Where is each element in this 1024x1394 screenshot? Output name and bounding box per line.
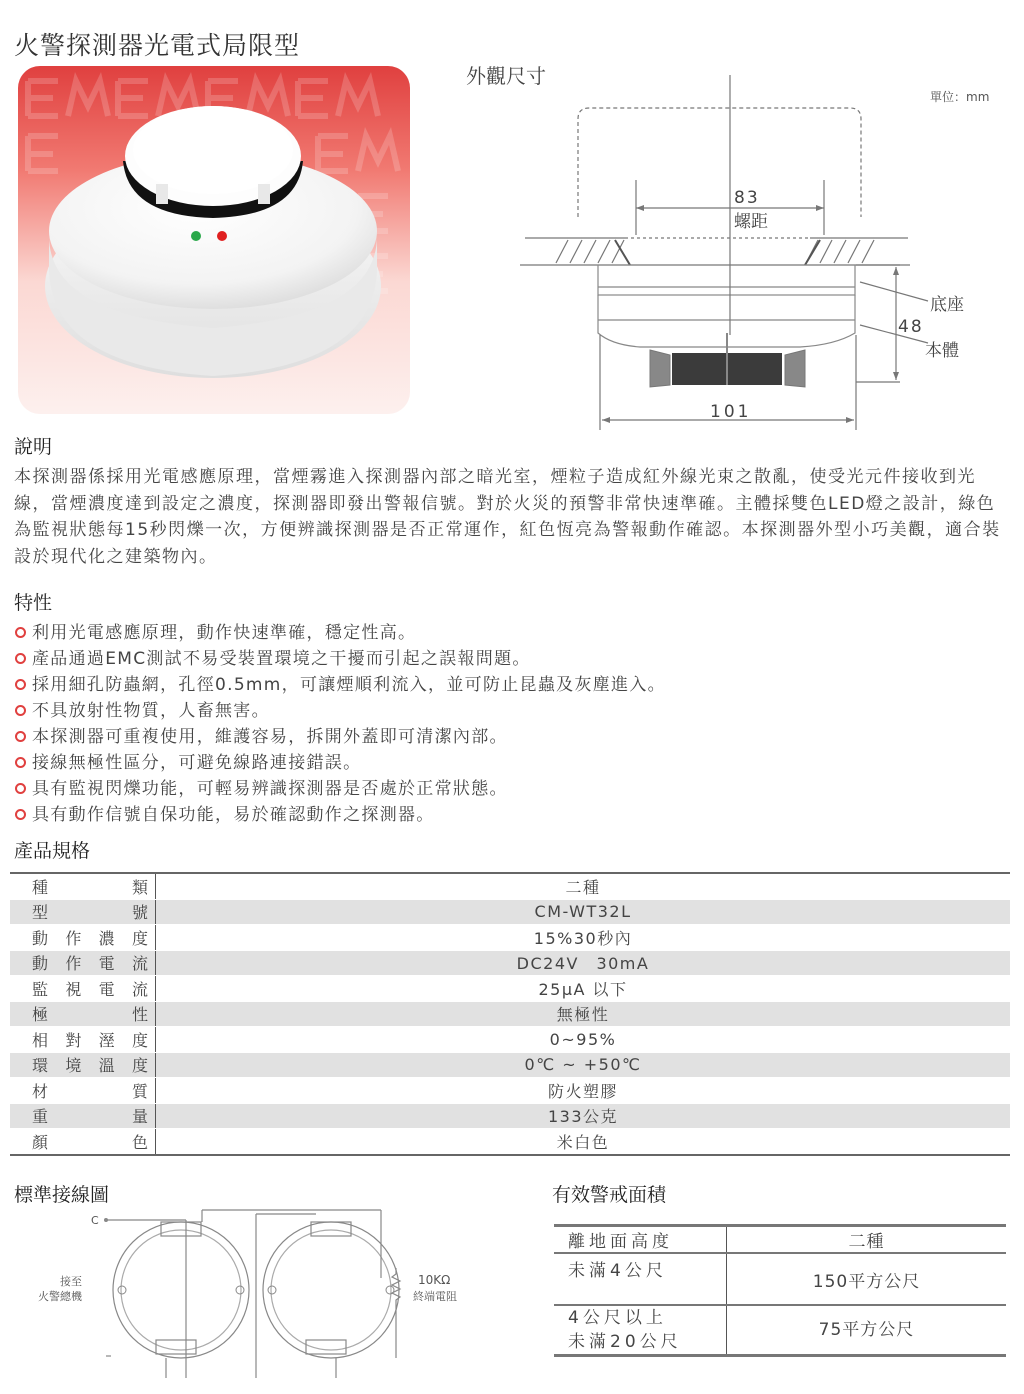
table-row: 4公尺以上 未滿20公尺 75平方公尺 [554,1305,1006,1356]
table-row: 材質 防火塑膠 [10,1078,1010,1104]
bullet-icon [15,679,26,690]
base-label: 底座 [930,295,964,315]
coverage-heading: 有效警戒面積 [552,1184,667,1206]
table-row: 極性 無極性 [10,1001,1010,1027]
feature-item: 本探測器可重複使用，維護容易，拆開外蓋即可清潔內部。 [14,724,1004,750]
bullet-icon [15,731,26,742]
unit-label: 單位：mm [930,90,990,104]
wiring-diagram [26,1208,496,1378]
features-list [14,620,1004,828]
pitch-value: 83 [734,188,760,208]
specs-heading: 產品規格 [14,840,91,862]
red-led [217,231,227,241]
table-row: 環境溫度 0℃ ~ +50℃ [10,1052,1010,1078]
bullet-icon [15,809,26,820]
bullet-icon [15,653,26,664]
resistor-label-2: 終端電阻 [413,1290,457,1303]
product-photo [18,66,410,414]
table-row: 動作濃度 15%30秒內 [10,925,1010,951]
feature-item: 利用光電感應原理，動作快速準確，穩定性高。 [14,620,1004,646]
resistor-label-1: 10KΩ [418,1273,451,1287]
table-row: 監視電流 25μA 以下 [10,976,1010,1002]
description-heading: 說明 [14,436,53,458]
coverage-table [554,1224,1006,1357]
wiring-heading: 標準接線圖 [14,1184,110,1206]
feature-item: 採用細孔防蟲網，孔徑0.5mm，可讓煙順利流入，並可防止昆蟲及灰塵進入。 [14,672,1004,698]
table-row: 型號 CM-WT32L [10,899,1010,925]
panel-label-1: 接至 [60,1275,82,1288]
body-label: 本體 [925,341,959,361]
table-row: 離地面高度 二種 [554,1226,1006,1254]
width-value: 101 [710,402,752,422]
bullet-icon [15,705,26,716]
bullet-icon [15,757,26,768]
feature-item: 接線無極性區分，可避免線路連接錯誤。 [14,750,1004,776]
table-row: 相對溼度 0~95% [10,1027,1010,1053]
feature-item: 不具放射性物質，人畜無害。 [14,698,1004,724]
feature-item: 具有監視閃爍功能，可輕易辨識探測器是否處於正常狀態。 [14,776,1004,802]
feature-item: 產品通過EMC測試不易受裝置環境之干擾而引起之誤報問題。 [14,646,1004,672]
bullet-icon [15,783,26,794]
bullet-icon [15,627,26,638]
page-title: 火警探測器光電式局限型 [14,31,301,60]
table-row: 重量 133公克 [10,1103,1010,1129]
green-led [191,231,201,241]
table-row: 未滿4公尺 150平方公尺 [554,1253,1006,1305]
features-heading: 特性 [14,592,53,614]
table-row: 種類 二種 [10,873,1010,899]
pitch-label: 螺距 [734,212,768,232]
c-terminal-label: C [91,1214,99,1227]
description-text: 本探測器係採用光電感應原理，當煙霧進入探測器內部之暗光室，煙粒子造成紅外線光束之散亂，使受光元件接收到光線，當煙濃度達到設定之濃度，探測器即發出警報信號。對於火災的預警非常快速準確。主體採雙色LED燈之設計，綠色為監視狀態每15秒閃爍一次，方便辨識探測器是否正常運作，紅色恆亮為警報動作確認。本探測器外型小巧美觀，適合裝設於現代化之建築物內。 [14,467,1001,567]
spec-table [10,872,1010,1156]
dimension-diagram [520,75,1000,435]
dimension-title: 外觀尺寸 [466,64,546,88]
height-value: 48 [898,317,924,337]
feature-item: 具有動作信號自保功能，易於確認動作之探測器。 [14,802,1004,828]
table-row: 動作電流 DC24V 30mA [10,950,1010,976]
panel-label-2: 火警總機 [38,1290,82,1303]
table-row: 顏色 米白色 [10,1129,1010,1155]
